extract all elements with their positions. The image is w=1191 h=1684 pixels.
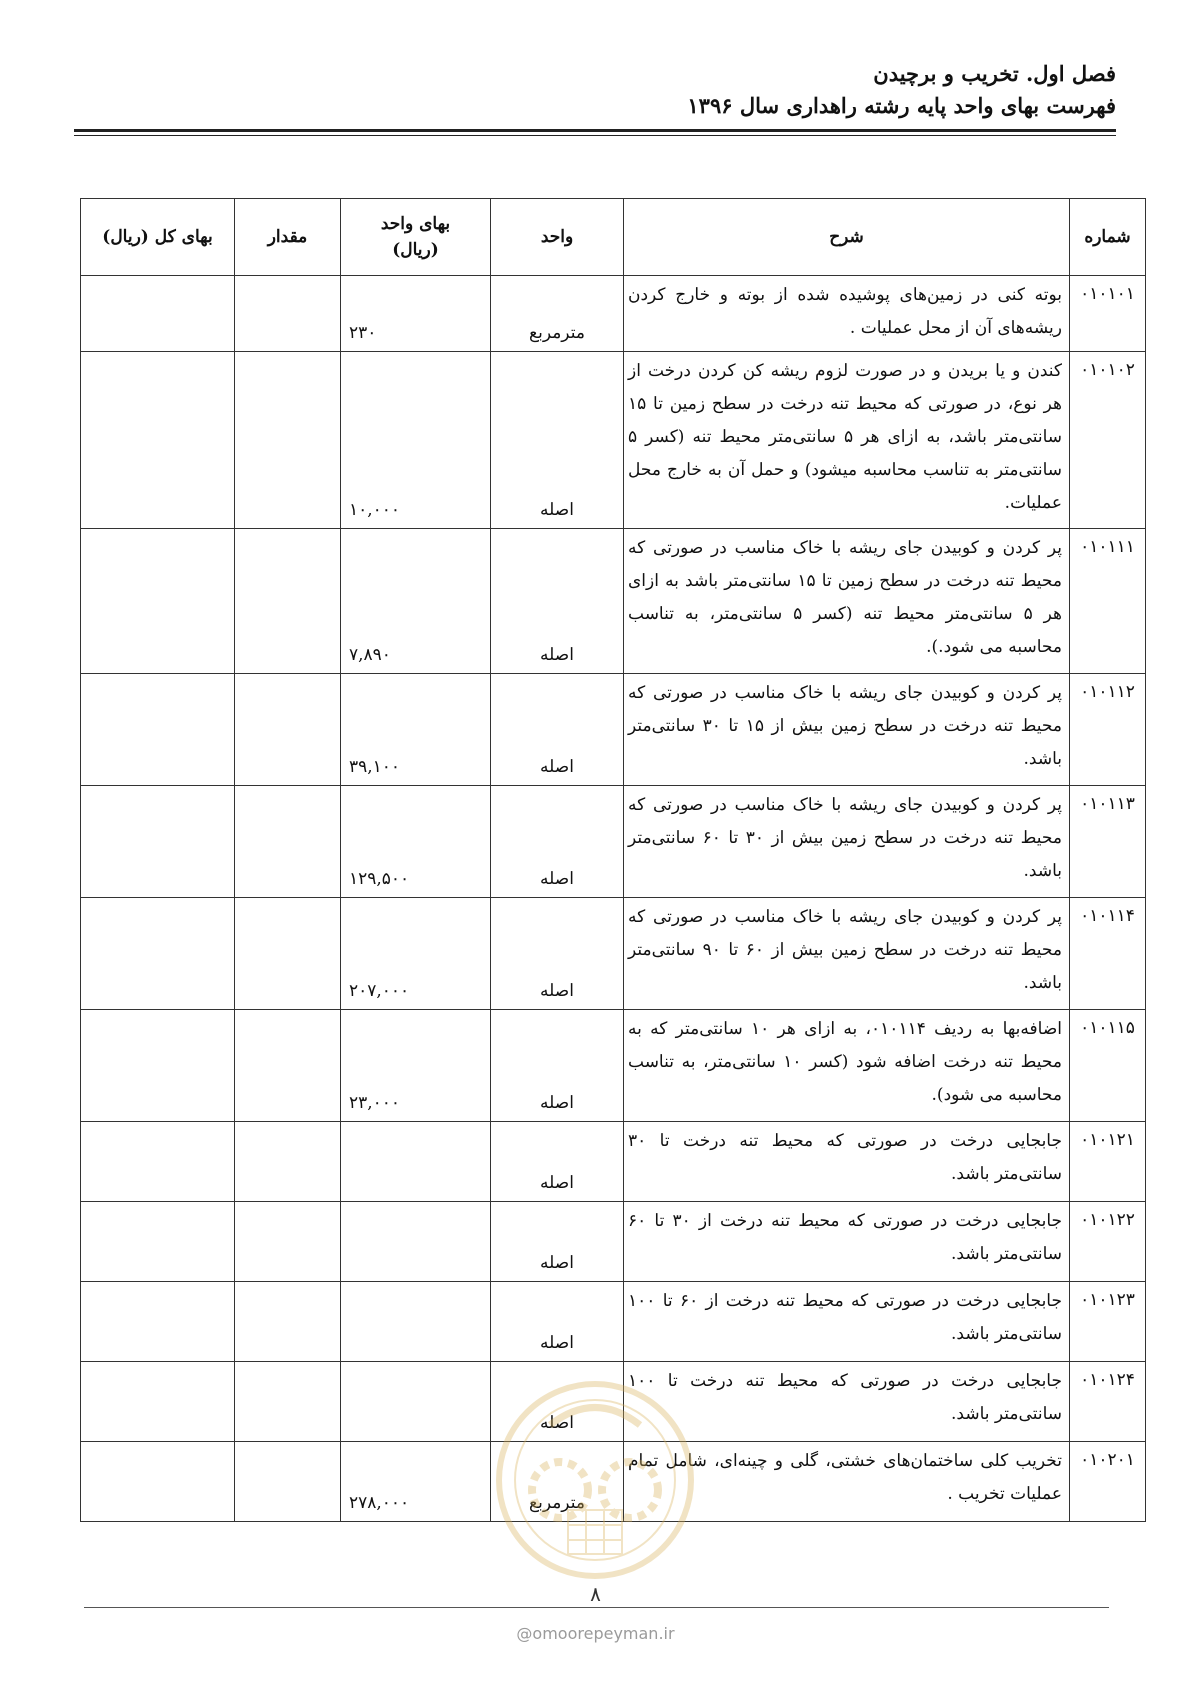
- website-watermark: @omoorepeyman.ir: [516, 1624, 675, 1643]
- row-description: جابجایی درخت در صورتی که محیط تنه درخت از ۶۰ تا ۱۰۰ سانتی‌متر باشد.: [624, 1282, 1070, 1362]
- row-unit-price: [341, 1282, 491, 1362]
- row-description: پر کردن و کوبیدن جای ریشه با خاک مناسب در صورتی که محیط تنه درخت در سطح زمین بیش از ۶۰ تا ۹۰ سانتی‌متر باشد.: [624, 898, 1070, 1010]
- price-list-table: [80, 198, 1146, 1522]
- header-unit: واحد: [491, 199, 624, 276]
- row-quantity: [235, 786, 341, 898]
- row-unit-price: ۷,۸۹۰: [341, 529, 491, 674]
- header-description: شرح: [624, 199, 1070, 276]
- row-unit: مترمربع: [491, 276, 624, 352]
- row-unit: اصله: [491, 1122, 624, 1202]
- header-total-price: بهای کل (ریال): [81, 199, 235, 276]
- row-total-price: [81, 1282, 235, 1362]
- row-number: ۰۱۰۱۰۱: [1070, 276, 1146, 352]
- chapter-title: فصل اول. تخریب و برچیدن: [873, 61, 1116, 86]
- row-description: کندن و یا بریدن و در صورت لزوم ریشه کن کردن درخت از هر نوع، در صورتی که محیط تنه درخت در سطح زمین تا ۱۵ سانتی‌متر باشد، به ازای هر ۵ سانتی‌متر محیط تنه (کسر ۵ سانتی‌متر به تناسب محاسبه میشود) و حمل آن به خارج محل عملیات.: [624, 352, 1070, 529]
- row-total-price: [81, 1442, 235, 1522]
- row-description: جابجایی درخت در صورتی که محیط تنه درخت تا ۳۰ سانتی‌متر باشد.: [624, 1122, 1070, 1202]
- footer-rule: [84, 1607, 1109, 1608]
- table-row: [81, 1202, 1146, 1282]
- row-description: اضافه‌بها به ردیف ۰۱۰۱۱۴، به ازای هر ۱۰ سانتی‌متر که به محیط تنه درخت اضافه شود (کسر ۱۰ سانتی‌متر، به تناسب محاسبه می شود).: [624, 1010, 1070, 1122]
- row-quantity: [235, 1442, 341, 1522]
- row-unit-price: ۱۲۹,۵۰۰: [341, 786, 491, 898]
- header-rule-thin: [74, 135, 1116, 136]
- row-total-price: [81, 1362, 235, 1442]
- row-number: ۰۱۰۱۱۱: [1070, 529, 1146, 674]
- table-row: [81, 276, 1146, 352]
- row-number: ۰۱۰۱۱۴: [1070, 898, 1146, 1010]
- row-quantity: [235, 1122, 341, 1202]
- row-description: پر کردن و کوبیدن جای ریشه با خاک مناسب در صورتی که محیط تنه درخت در سطح زمین بیش از ۳۰ تا ۶۰ سانتی‌متر باشد.: [624, 786, 1070, 898]
- row-quantity: [235, 1282, 341, 1362]
- row-unit-price: [341, 1362, 491, 1442]
- row-quantity: [235, 674, 341, 786]
- row-unit: اصله: [491, 529, 624, 674]
- row-description: تخریب کلی ساختمان‌های خشتی، گلی و چینه‌ای، شامل تمام عملیات تخریب .: [624, 1442, 1070, 1522]
- row-total-price: [81, 1202, 235, 1282]
- row-total-price: [81, 352, 235, 529]
- row-quantity: [235, 352, 341, 529]
- row-unit: اصله: [491, 1202, 624, 1282]
- table-row: [81, 1122, 1146, 1202]
- row-description: جابجایی درخت در صورتی که محیط تنه درخت تا ۱۰۰ سانتی‌متر باشد.: [624, 1362, 1070, 1442]
- header-unit-price: بهای واحد (ریال): [341, 199, 491, 276]
- page-number: [0, 1582, 1191, 1606]
- table-row: [81, 786, 1146, 898]
- row-description: پر کردن و کوبیدن جای ریشه با خاک مناسب در صورتی که محیط تنه درخت در سطح زمین تا ۱۵ سانتی‌متر باشد به ازای هر ۵ سانتی‌متر محیط تنه (کسر ۵ سانتی‌متر، به تناسب محاسبه می شود.).: [624, 529, 1070, 674]
- row-number: ۰۱۰۲۰۱: [1070, 1442, 1146, 1522]
- row-number: ۰۱۰۱۱۵: [1070, 1010, 1146, 1122]
- table-row: [81, 1362, 1146, 1442]
- row-unit-price: ۲۷۸,۰۰۰: [341, 1442, 491, 1522]
- row-unit: اصله: [491, 674, 624, 786]
- row-unit: اصله: [491, 898, 624, 1010]
- row-total-price: [81, 898, 235, 1010]
- table-row: [81, 1442, 1146, 1522]
- row-quantity: [235, 898, 341, 1010]
- row-number: ۰۱۰۱۱۲: [1070, 674, 1146, 786]
- row-total-price: [81, 1122, 235, 1202]
- header-quantity: مقدار: [235, 199, 341, 276]
- header-rule-thick: [74, 129, 1116, 132]
- table-row: [81, 529, 1146, 674]
- row-unit-price: ۲۳۰: [341, 276, 491, 352]
- row-number: ۰۱۰۱۲۱: [1070, 1122, 1146, 1202]
- row-number: ۰۱۰۱۰۲: [1070, 352, 1146, 529]
- row-description: پر کردن و کوبیدن جای ریشه با خاک مناسب در صورتی که محیط تنه درخت در سطح زمین بیش از ۱۵ تا ۳۰ سانتی‌متر باشد.: [624, 674, 1070, 786]
- row-unit-price: ۲۳,۰۰۰: [341, 1010, 491, 1122]
- row-description: بوته کنی در زمین‌های پوشیده شده از بوته و خارج کردن ریشه‌های آن از محل عملیات .: [624, 276, 1070, 352]
- row-number: ۰۱۰۱۲۲: [1070, 1202, 1146, 1282]
- list-title: فهرست بهای واحد پایه رشته راهداری سال ۱۳۹۶: [687, 93, 1116, 118]
- row-unit-price: [341, 1122, 491, 1202]
- row-quantity: [235, 276, 341, 352]
- row-quantity: [235, 1362, 341, 1442]
- row-unit-price: ۲۰۷,۰۰۰: [341, 898, 491, 1010]
- row-unit: اصله: [491, 786, 624, 898]
- row-quantity: [235, 1010, 341, 1122]
- row-total-price: [81, 1010, 235, 1122]
- row-quantity: [235, 1202, 341, 1282]
- table-row: [81, 674, 1146, 786]
- table-row: [81, 1282, 1146, 1362]
- row-quantity: [235, 529, 341, 674]
- page-header: [687, 58, 1116, 122]
- row-unit: اصله: [491, 1010, 624, 1122]
- table-header-row: [81, 199, 1146, 276]
- row-total-price: [81, 674, 235, 786]
- row-unit: اصله: [491, 352, 624, 529]
- row-total-price: [81, 786, 235, 898]
- row-number: ۰۱۰۱۱۳: [1070, 786, 1146, 898]
- row-unit: اصله: [491, 1362, 624, 1442]
- row-unit: مترمربع: [491, 1442, 624, 1522]
- row-unit-price: [341, 1202, 491, 1282]
- row-unit-price: ۱۰,۰۰۰: [341, 352, 491, 529]
- table-row: [81, 1010, 1146, 1122]
- row-unit: اصله: [491, 1282, 624, 1362]
- table-row: [81, 352, 1146, 529]
- row-number: ۰۱۰۱۲۳: [1070, 1282, 1146, 1362]
- table-row: [81, 898, 1146, 1010]
- page-number-text: ۸: [584, 1582, 607, 1606]
- row-description: جابجایی درخت در صورتی که محیط تنه درخت از ۳۰ تا ۶۰ سانتی‌متر باشد.: [624, 1202, 1070, 1282]
- row-unit-price: ۳۹,۱۰۰: [341, 674, 491, 786]
- header-number: شماره: [1070, 199, 1146, 276]
- row-total-price: [81, 276, 235, 352]
- row-total-price: [81, 529, 235, 674]
- row-number: ۰۱۰۱۲۴: [1070, 1362, 1146, 1442]
